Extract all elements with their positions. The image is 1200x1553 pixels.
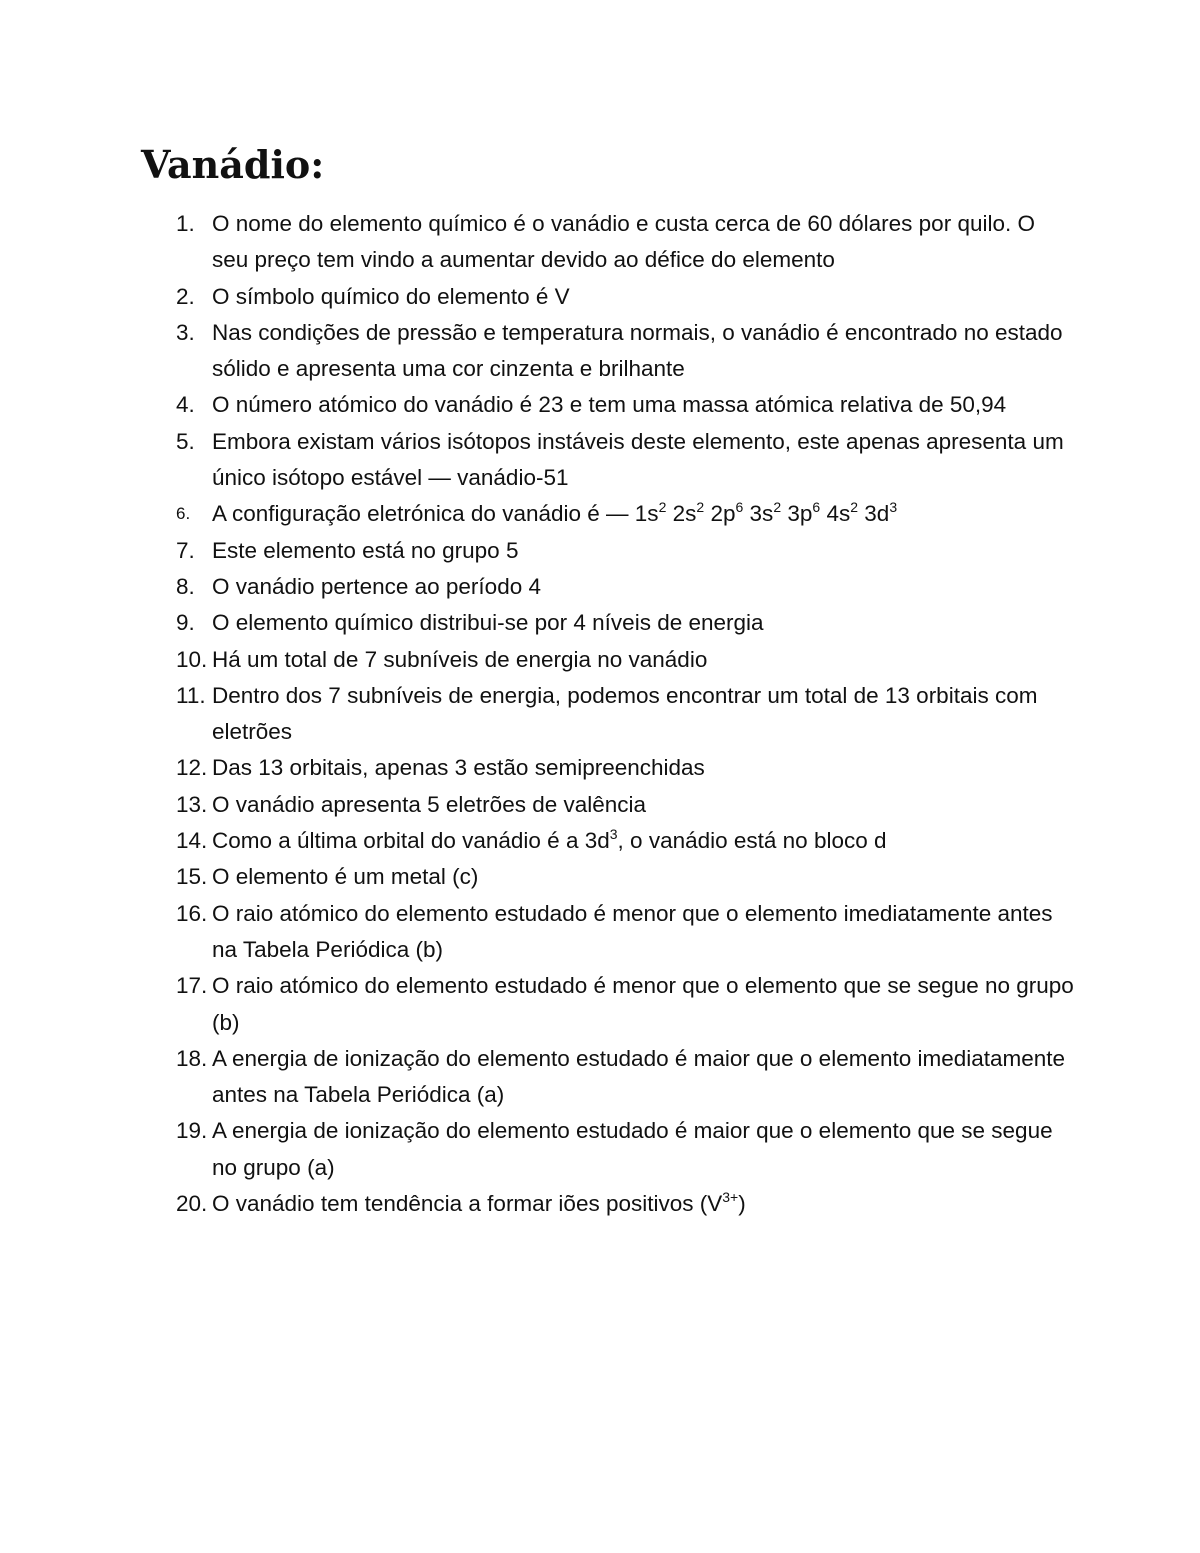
list-item [176, 569, 1076, 605]
page-title: Vanádio: [141, 142, 325, 187]
config-term: $3d^3$ [864, 499, 898, 527]
item-text: O raio atómico do elemento estudado é menor que o elemento imediatamente antes na Tabela Periódica (b) [212, 900, 1053, 962]
config-term: $3s^2$ [749, 499, 782, 527]
item-number: 10. [176, 646, 208, 672]
item-number: 13. [176, 791, 208, 817]
list-item [176, 823, 1076, 859]
item-text: O vanádio apresenta 5 eletrões de valência [212, 791, 647, 817]
item-number: 6. [176, 504, 191, 524]
list-item [176, 1041, 1076, 1114]
item-text-lead: A configuração eletrónica do vanádio é — [212, 501, 629, 527]
item-text: O nome do elemento químico é o vanádio e custa cerca de 60 dólares por quilo. O seu preço tem vindo a aumentar devido ao défice do elemento [212, 211, 1035, 273]
list-item [176, 279, 1076, 315]
item-number: 1. [176, 211, 195, 236]
item-text: O vanádio pertence ao período 4 [212, 573, 541, 599]
list-item [176, 678, 1076, 751]
item-number: 7. [176, 537, 195, 563]
item-number: 12. [176, 755, 208, 781]
list-item [176, 1186, 1076, 1222]
item-number: 11. [176, 682, 206, 708]
list-item [176, 605, 1076, 641]
item-number: 19. [176, 1118, 208, 1144]
item-text: Nas condições de pressão e temperatura normais, o vanádio é encontrado no estado sólido e apresenta uma cor cinzenta e brilhante [212, 319, 1063, 382]
list-item [176, 206, 1076, 279]
item-text: O vanádio tem tendência a formar iões positivos $(V^{3+})$ [212, 1189, 746, 1217]
item-number: 16. [176, 900, 208, 926]
item-text: A energia de ionização do elemento estudado é maior que o elemento que se segue no grupo (a) [212, 1118, 1053, 1180]
config-term: $1s^2$ [634, 499, 667, 527]
item-text: Embora existam vários isótopos instáveis deste elemento, este apenas apresenta um único isótopo estável — vanádio-51 [212, 428, 1064, 491]
config-term: $4s^2$ [826, 499, 859, 527]
item-text: O elemento é um metal (c) [212, 864, 479, 890]
list-item [176, 1113, 1076, 1186]
list-item [176, 859, 1076, 895]
item-text: Dentro dos 7 subníveis de energia, podemos encontrar um total de 13 orbitais com eletrões [212, 682, 1038, 745]
list-item [176, 642, 1076, 678]
item-text: O raio atómico do elemento estudado é menor que o elemento que se segue no grupo (b) [212, 973, 1074, 1035]
list-item [176, 533, 1076, 569]
item-text: Das 13 orbitais, apenas 3 estão semipreenchidas [212, 755, 705, 781]
list-item [176, 315, 1076, 388]
item-text: Como a última orbital do vanádio é a $3d^3$, o vanádio está no bloco d [212, 826, 887, 854]
list-item [176, 787, 1076, 823]
list-item [176, 387, 1076, 423]
item-number: 15. [176, 864, 208, 890]
config-term: $3p^6$ [787, 499, 821, 527]
item-text: Há um total de 7 subníveis de energia no vanádio [212, 646, 708, 672]
item-number: 2. [176, 283, 195, 309]
list-item [176, 424, 1076, 497]
item-text: Este elemento está no grupo 5 [212, 537, 519, 563]
item-text [212, 496, 1076, 532]
item-number: 14. [176, 828, 208, 854]
item-text: O elemento químico distribui-se por 4 níveis de energia [212, 610, 764, 636]
item-number: 9. [176, 610, 195, 636]
config-term: $2s^2$ [672, 499, 705, 527]
item-number: 4. [176, 392, 195, 418]
item-text: A energia de ionização do elemento estudado é maior que o elemento imediatamente antes na Tabela Periódica (a) [212, 1045, 1066, 1108]
facts-list [176, 206, 1076, 1222]
config-term: $2p^6$ [710, 499, 744, 527]
item-text: O número atómico do vanádio é 23 e tem uma massa atómica relativa de 50,94 [212, 392, 1007, 418]
item-number: 20. [176, 1191, 208, 1217]
list-item [176, 896, 1076, 969]
list-item [176, 968, 1076, 1041]
item-number: 5. [176, 428, 195, 454]
list-item-electron-configuration [176, 496, 1076, 532]
item-number: 8. [176, 573, 195, 599]
item-text: O símbolo químico do elemento é V [212, 283, 570, 309]
item-number: 18. [176, 1045, 208, 1071]
item-number: 3. [176, 319, 195, 345]
item-number: 17. [176, 973, 208, 999]
list-item [176, 750, 1076, 786]
